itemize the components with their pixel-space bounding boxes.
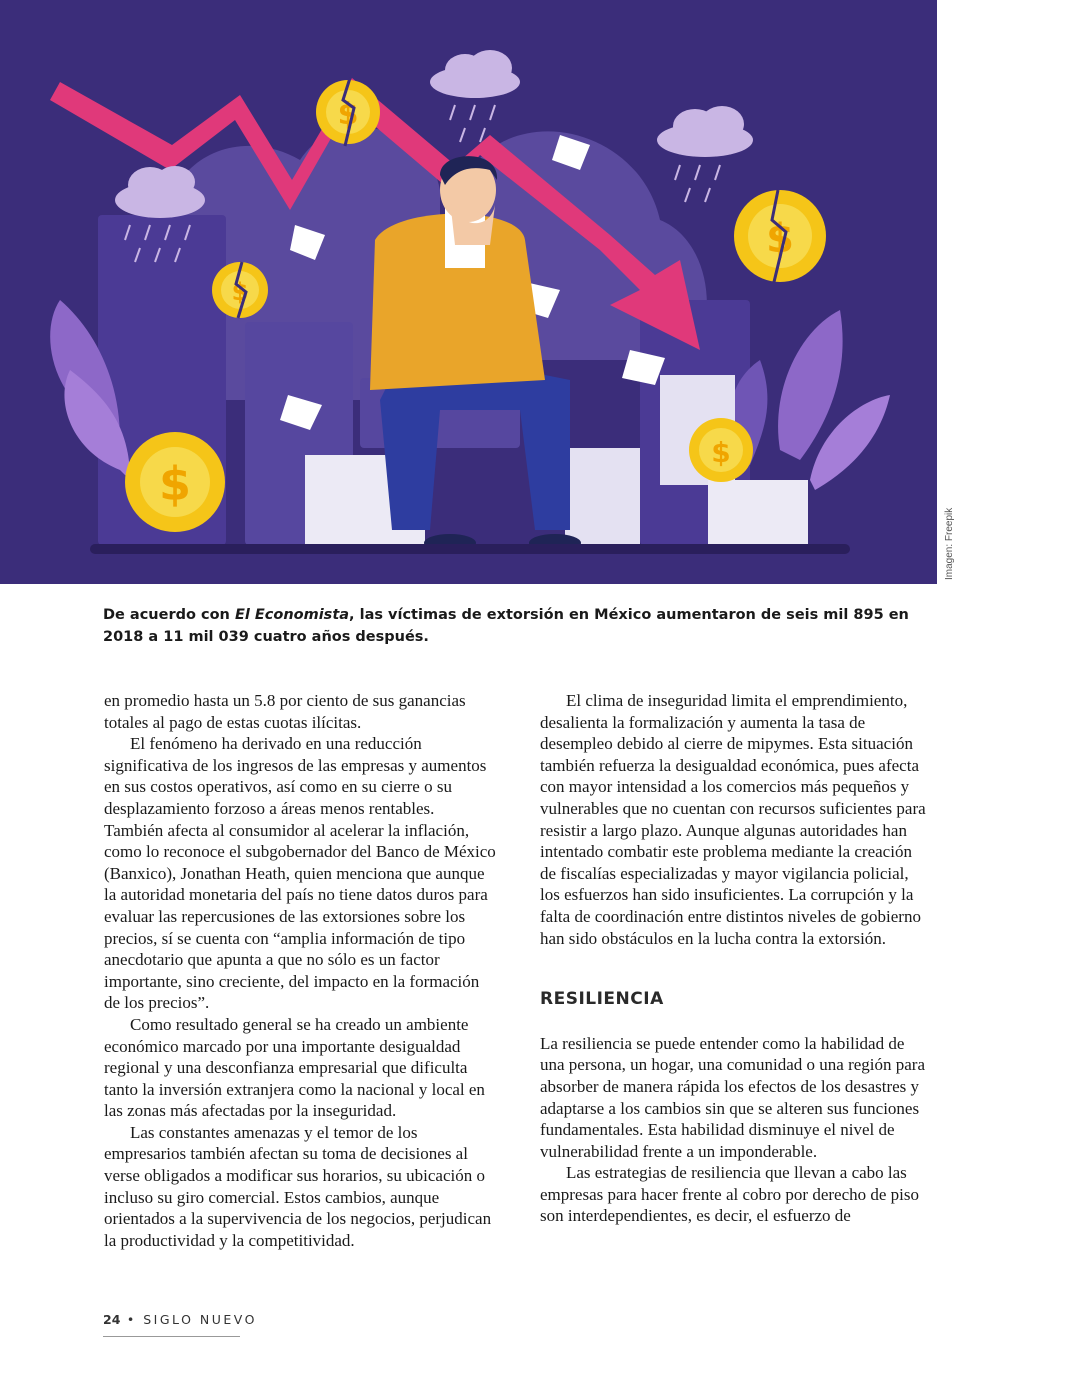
page-footer [103, 1312, 257, 1327]
paragraph: Las estrategias de resiliencia que llevan a cabo las empresas para hacer frente al cobro por derecho de piso son interdependientes, es decir, el esfuerzo de [540, 1163, 920, 1226]
footer-separator: • [126, 1312, 137, 1327]
svg-text:$: $ [711, 436, 731, 469]
paragraph: Como resultado general se ha creado un ambiente económico marcado por una importante desigualdad regional y una desconfianza empresarial que dificulta tanto la inversión extranjera como la nacional y local en las zonas más afectadas por la inseguridad. [104, 1014, 485, 1121]
illustration-svg [0, 0, 937, 584]
caption-post: , las víctimas de extorsión en México aumentaron de seis mil 895 en 2018 a 11 mil 039 cuatro años después. [103, 607, 909, 645]
body-column-right [540, 690, 932, 1227]
paragraph: El fenómeno ha derivado en una reducción significativa de los ingresos de las empresas y aumentos en sus costos operativos, así como en su cierre o su desplazamiento forzoso a áreas menos rentables. También afecta al consumidor al acelerar la inflación, como lo reconoce el subgobernador del Banco de México (Banxico), Jonathan Heath, quien menciona que aunque la autoridad monetaria del país no tiene datos duros para evaluar las repercusiones de las extorsiones sobre los precios, sí se cuenta con “amplia información de tipo anecdotario que apunta a que no sólo es un factor importante, sino creciente, del impacto en la formación de los precios”. [104, 734, 496, 1013]
coin-right-small [689, 418, 753, 482]
ground-shadow [90, 544, 850, 554]
paragraph: El clima de inseguridad limita el emprendimiento, desalienta la formalización y aumenta la tasa de desempleo debido al cierre de mipymes. Esta situación también refuerza la desigualdad económica, pues afecta con mayor intensidad a los comercios más pequeños y vulnerables que no cuentan con recursos suficientes para resistir a largo plazo. Aunque algunas autoridades han intentado combatir este problema mediante la creación de fiscalías especializadas y mayor vigilancia policial, los esfuerzos han sido insuficientes. La corrupción y la falta de coordinación entre distintos niveles de gobierno han sido obstáculos en la lucha contra la extorsión. [540, 691, 926, 948]
image-credit: Imagen: Freepik [944, 507, 955, 580]
footer-rule [103, 1336, 240, 1337]
caption-pre: De acuerdo con [103, 607, 235, 623]
image-caption [103, 604, 933, 648]
body-column-left [104, 690, 496, 1251]
paper-stack-4 [708, 480, 808, 548]
coin-small-left [212, 262, 268, 318]
page-number: 24 [103, 1312, 121, 1327]
coin-right-broken [734, 190, 826, 282]
caption-source: El Economista [234, 607, 350, 623]
hero-illustration [0, 0, 937, 584]
svg-text:$: $ [158, 457, 192, 511]
paragraph: La resiliencia se puede entender como la habilidad de una persona, un hogar, una comunidad o una región para absorber de manera rápida los efectos de los desastres y adaptarse a los cambios sin que se alteren sus funciones fundamentales. Esta habilidad disminuye el nivel de vulnerabilidad frente a un imponderable. [540, 1033, 925, 1161]
svg-text:$: $ [766, 216, 794, 262]
svg-text:$: $ [337, 97, 359, 132]
svg-text:$: $ [231, 278, 249, 306]
publication-name: SIGLO NUEVO [143, 1312, 257, 1327]
paragraph: en promedio hasta un 5.8 por ciento de sus ganancias totales al pago de estas cuotas ilícitas. [104, 691, 466, 732]
coin-large-left [125, 432, 225, 532]
section-heading: RESILIENCIA [540, 989, 664, 1010]
paragraph: Las constantes amenazas y el temor de los empresarios también afectan su toma de decisiones al verse obligados a modificar sus horarios, su ubicación o incluso su giro comercial. Estos cambios, aunque orientados a la supervivencia de los negocios, perjudican la productividad y la competitividad. [104, 1122, 492, 1250]
paper-stack-2 [565, 448, 640, 548]
